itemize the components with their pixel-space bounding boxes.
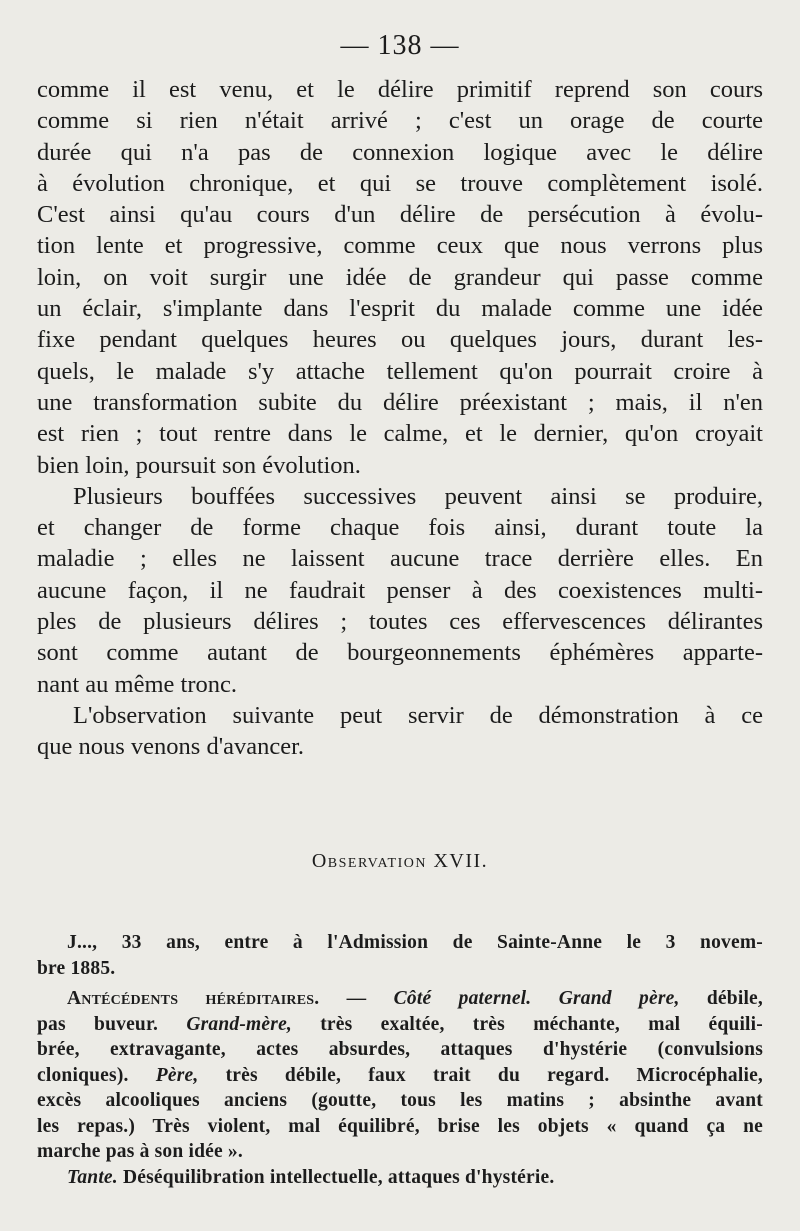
text-line: est rien ; tout rentre dans le calme, et le dernier, qu'on croyait bbox=[37, 420, 763, 448]
antecedents-line bbox=[37, 986, 763, 1012]
antecedents-line bbox=[37, 1063, 763, 1089]
paragraph-3 bbox=[37, 700, 763, 763]
pere: Père, bbox=[155, 1064, 199, 1086]
text-line: quels, le malade s'y attache tellement qu'on pourrait croire à bbox=[37, 357, 763, 385]
grand-mere: Grand-mère, bbox=[186, 1013, 292, 1035]
grand-pere: Grand père, bbox=[558, 988, 680, 1009]
main-text bbox=[37, 74, 763, 763]
text-line: bien loin, poursuit son évolution. bbox=[37, 451, 361, 479]
case-intro-line: J..., 33 ans, entre à l'Admission de Sainte-Anne le 3 novem- bbox=[67, 932, 763, 953]
antecedents-text: cloniques). bbox=[37, 1064, 156, 1086]
text-line: fixe pendant quelques heures ou quelques jours, durant les- bbox=[37, 326, 763, 354]
text-line: durée qui n'a pas de connexion logique avec le délire bbox=[37, 138, 763, 166]
tante-text: Déséquilibration intellectuelle, attaques d'hystérie. bbox=[117, 1166, 555, 1188]
tante-line bbox=[37, 1165, 763, 1191]
antecedents-text: très débile, faux trait du regard. Microcéphalie, bbox=[198, 1064, 764, 1086]
text-line: à évolution chronique, et qui se trouve complètement isolé. bbox=[37, 169, 763, 197]
text-line: ples de plusieurs délires ; toutes ces effervescences délirantes bbox=[37, 608, 763, 636]
text-line: sont comme autant de bourgeonnements éphémères apparte- bbox=[37, 639, 763, 667]
text-line: Plusieurs bouffées successives peuvent ainsi se produire, bbox=[73, 482, 763, 510]
text-line: nant au même tronc. bbox=[37, 670, 238, 698]
text-line: une transformation subite du délire préexistant ; mais, il n'en bbox=[37, 388, 763, 416]
text-line: comme il est venu, et le délire primitif reprend son cours bbox=[37, 76, 763, 103]
text-line: que nous venons d'avancer. bbox=[37, 733, 305, 761]
paragraph-1 bbox=[37, 74, 763, 481]
case-notes bbox=[37, 930, 763, 1190]
text-line: un éclair, s'implante dans l'esprit du malade comme une idée bbox=[37, 295, 763, 323]
antecedents-dash: — bbox=[319, 988, 394, 1009]
text-line: et changer de forme chaque fois ainsi, durant toute la bbox=[37, 514, 763, 542]
antecedents-text: pas buveur. bbox=[37, 1013, 187, 1035]
text-line: comme si rien n'était arrivé ; c'est un orage de courte bbox=[37, 107, 763, 135]
antecedents-text: très exaltée, très méchante, mal équili- bbox=[292, 1013, 763, 1035]
text-line: aucune façon, il ne faudrait penser à des coexistences multi- bbox=[37, 576, 763, 604]
antecedents-line: marche pas à son idée ». bbox=[37, 1141, 243, 1162]
cote-paternel: Côté paternel. bbox=[393, 988, 532, 1009]
observation-heading: Observation XVII. bbox=[311, 850, 489, 872]
antecedents-label: Antécédents héréditaires. bbox=[67, 988, 320, 1009]
text-line: maladie ; elles ne laissent aucune trace derrière elles. En bbox=[37, 545, 763, 573]
paragraph-2 bbox=[37, 481, 763, 700]
antecedents-line: brée, extravagante, actes absurdes, attaques d'hystérie (convulsions bbox=[37, 1039, 763, 1060]
text-line: L'observation suivante peut servir de démonstration à ce bbox=[73, 701, 763, 729]
text-line: C'est ainsi qu'au cours d'un délire de persécution à évolu- bbox=[37, 201, 763, 229]
case-intro-line: bre 1885. bbox=[37, 957, 116, 979]
antecedents-line: les repas.) Très violent, mal équilibré, brise les objets « quand ça ne bbox=[37, 1115, 763, 1137]
antecedents-text: débile, bbox=[679, 988, 763, 1009]
page-number: — 138 — bbox=[340, 30, 460, 61]
text-line: tion lente et progressive, comme ceux que nous verrons plus bbox=[37, 232, 763, 260]
antecedents-line: excès alcooliques anciens (goutte, tous les matins ; absinthe avant bbox=[37, 1090, 763, 1111]
tante-label: Tante. bbox=[67, 1166, 118, 1188]
text-line: loin, on voit surgir une idée de grandeur qui passe comme bbox=[37, 263, 763, 291]
antecedents-line bbox=[37, 1012, 763, 1038]
